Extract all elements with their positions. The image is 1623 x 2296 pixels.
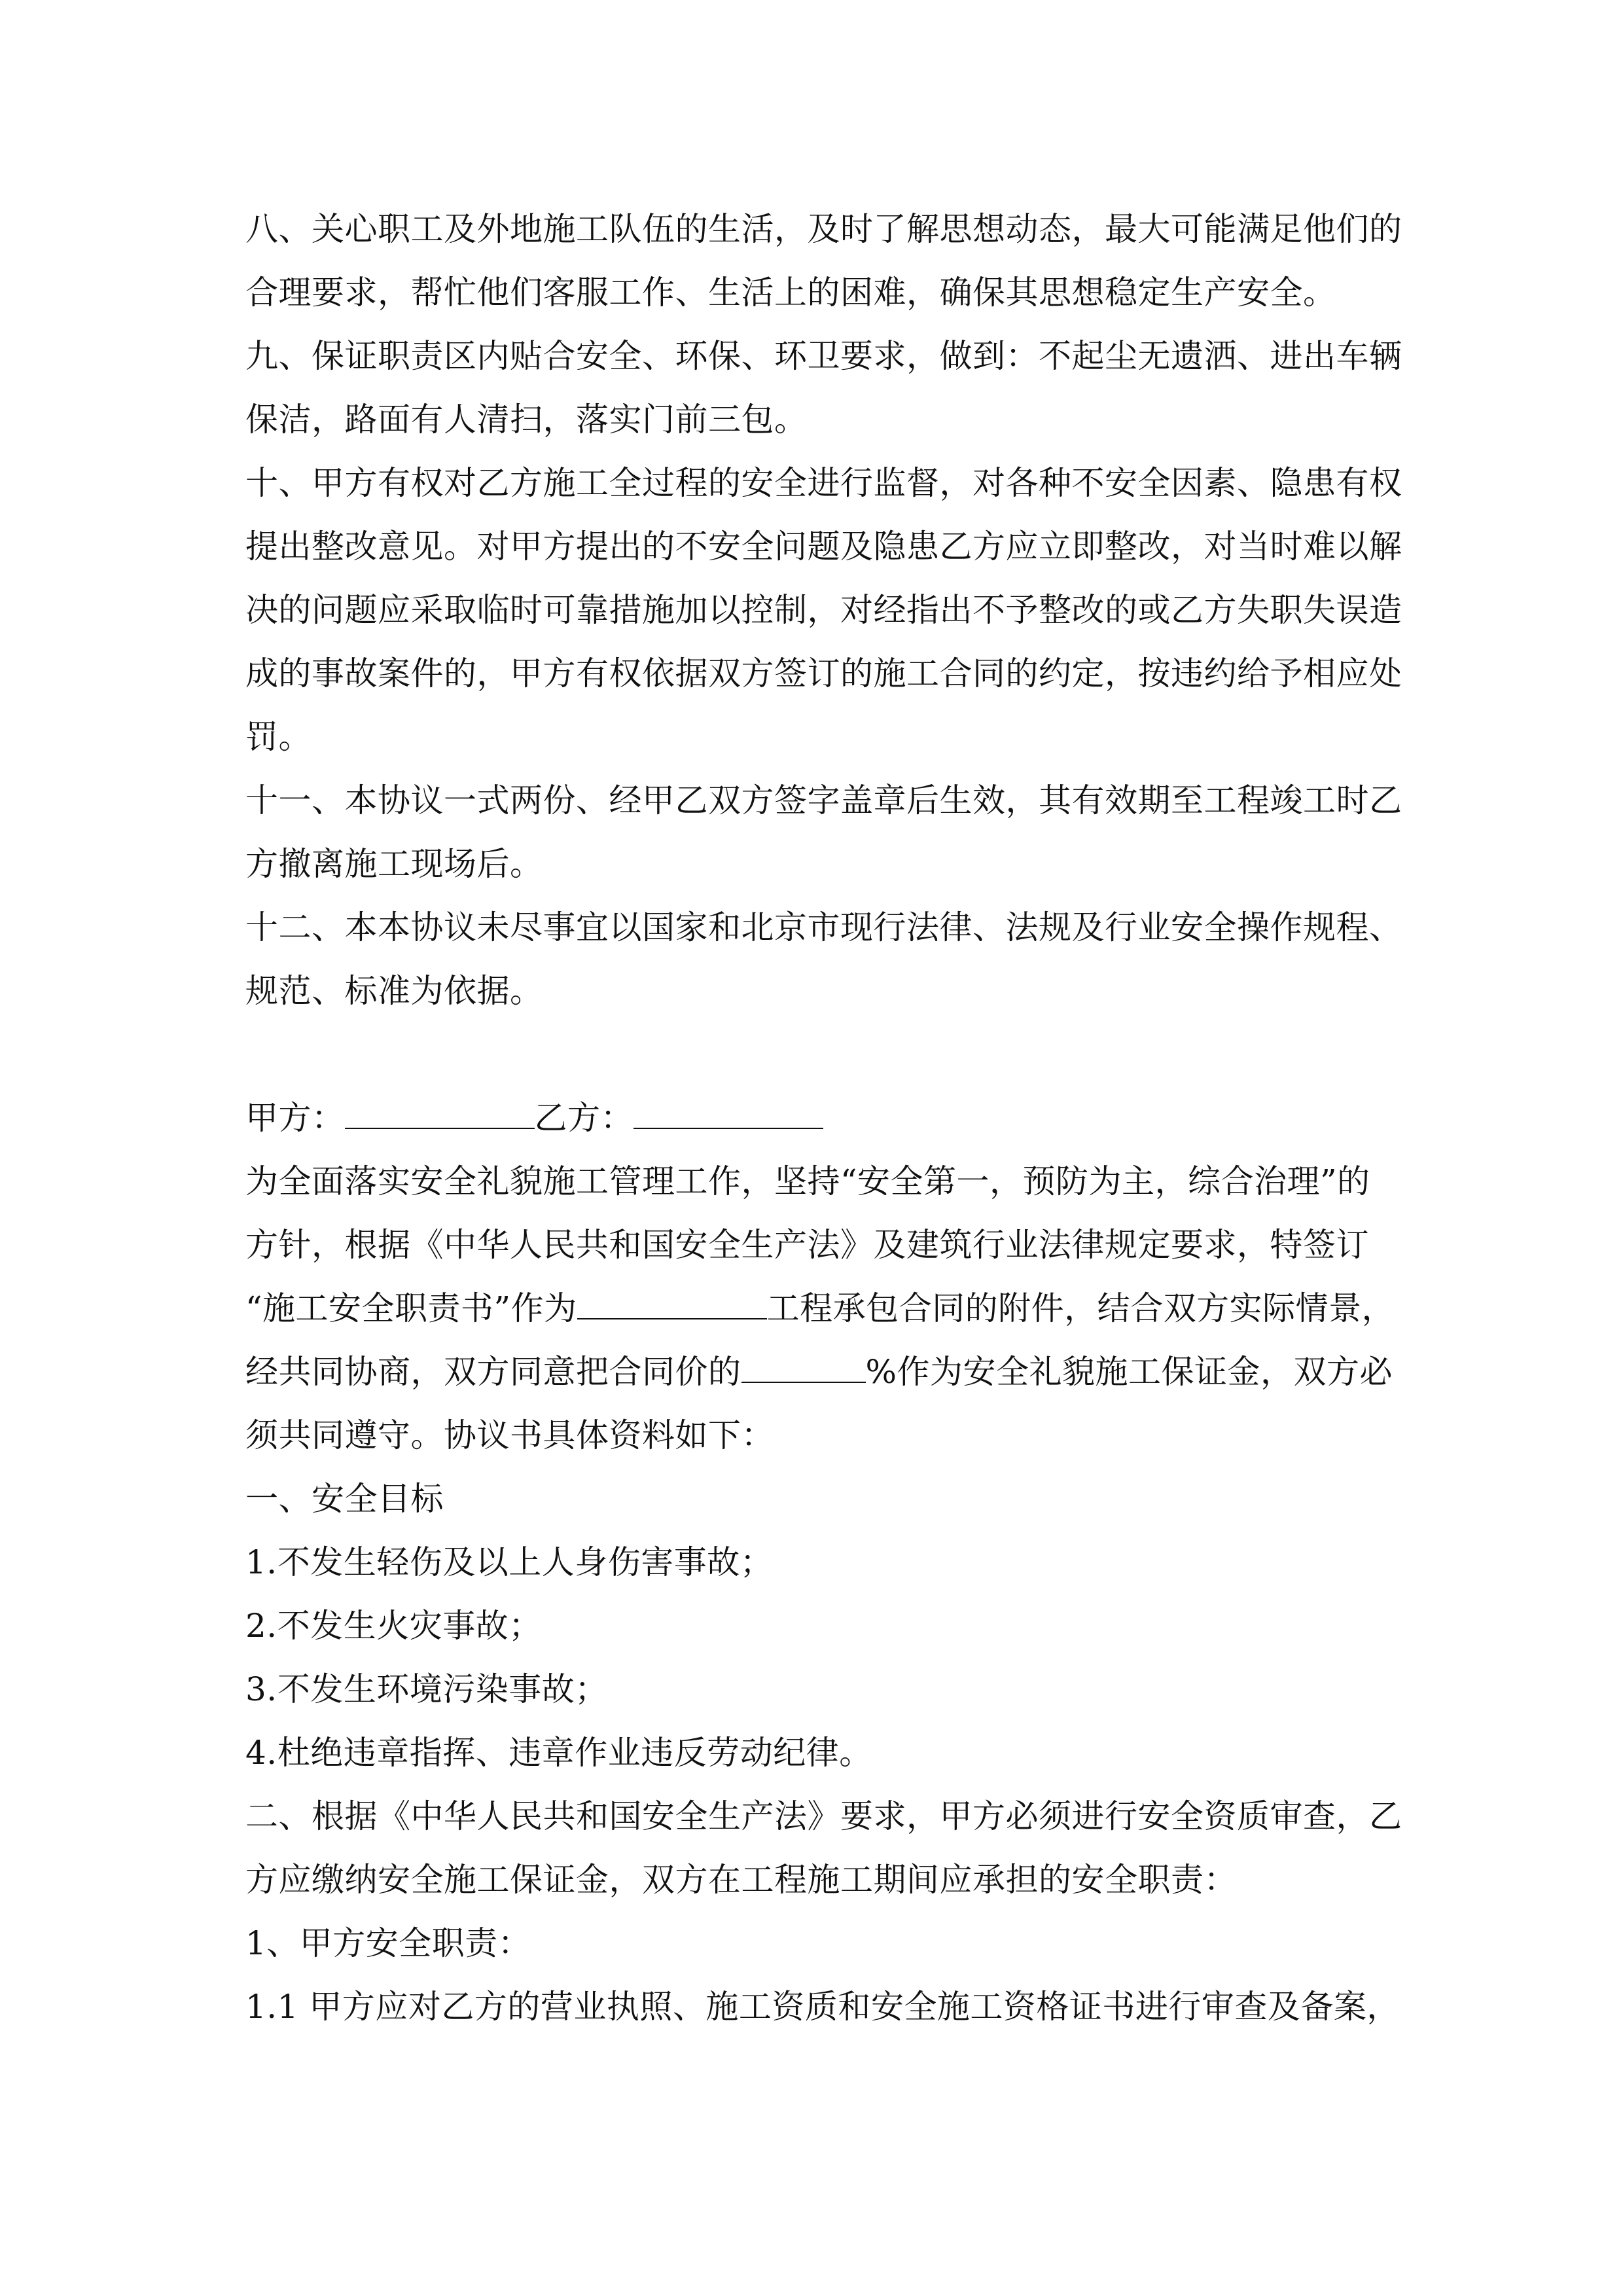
text-line: 为全面落实安全礼貌施工管理工作，坚持“安全第一，预防为主，综合治理”的: [245, 1162, 1370, 1200]
section-responsibilities: [245, 1785, 1402, 2039]
paragraph-item-11: [245, 769, 1402, 896]
intro-paragraph: [245, 1150, 1397, 1467]
text-line: 十一、本协议一式两份、经甲乙双方签字盖章后生效，其有效期至工程竣工时乙: [245, 781, 1402, 819]
section-heading: 一、安全目标: [245, 1480, 444, 1518]
intro-line3-before: “施工安全职责书”作为: [245, 1289, 577, 1327]
party-a-blank[interactable]: [345, 1102, 535, 1129]
sub-heading: 1、甲方安全职责：: [245, 1924, 531, 1962]
list-item: 4.杜绝违章指挥、违章作业违反劳动纪律。: [245, 1734, 872, 1772]
list-item: 3.不发生环境污染事故；: [245, 1670, 608, 1708]
list-item: 1.不发生轻伤及以上人身伤害事故；: [245, 1543, 774, 1581]
intro-line4-after: %作为安全礼貌施工保证金，双方必: [865, 1353, 1393, 1391]
percent-blank[interactable]: [741, 1355, 866, 1383]
text-line: 十、甲方有权对乙方施工全过程的安全进行监督，对各种不安全因素、隐患有权: [245, 464, 1402, 502]
list-item: 1.1 甲方应对乙方的营业执照、施工资质和安全施工资格证书进行审查及备案，: [245, 1988, 1400, 2026]
intro-line4-before: 经共同协商，双方同意把合同价的: [245, 1353, 741, 1391]
project-name-blank[interactable]: [577, 1292, 767, 1319]
text-line: 八、关心职工及外地施工队伍的生活，及时了解思想动态，最大可能满足他们的: [245, 210, 1402, 248]
paragraph-item-9: [245, 325, 1402, 452]
text-line: 保洁，路面有人清扫，落实门前三包。: [245, 401, 808, 439]
text-line-project: [245, 1277, 1397, 1340]
text-line: 罚。: [245, 718, 312, 756]
paragraph-item-12: [245, 896, 1402, 1023]
text-line: 九、保证职责区内贴合安全、环保、环卫要求，做到：不起尘无遗洒、进出车辆: [245, 337, 1402, 375]
text-line: 成的事故案件的，甲方有权依据双方签订的施工合同的约定，按违约给予相应处: [245, 655, 1402, 692]
party-a-label: 甲方：: [245, 1099, 345, 1137]
text-line: 提出整改意见。对甲方提出的不安全问题及隐患乙方应立即整改，对当时难以解: [245, 528, 1402, 565]
text-line: 二、根据《中华人民共和国安全生产法》要求，甲方必须进行安全资质审查，乙: [245, 1797, 1402, 1835]
party-b-label: 乙方：: [534, 1099, 633, 1137]
parties-line: [245, 1086, 1397, 1150]
parties-signature-line: [245, 1086, 1397, 1150]
text-line: 决的问题应采取临时可靠措施加以控制，对经指出不予整改的或乙方失职失误造: [245, 591, 1402, 629]
text-line: 方针，根据《中华人民共和国安全生产法》及建筑行业法律规定要求，特签订: [245, 1226, 1369, 1264]
text-line: 方撤离施工现场后。: [245, 845, 543, 883]
text-line: 十二、本本协议未尽事宜以国家和北京市现行法律、法规及行业安全操作规程、: [245, 908, 1402, 946]
intro-line3-after: 工程承包合同的附件，结合双方实际情景，: [766, 1289, 1395, 1327]
text-line: 合理要求，帮忙他们客服工作、生活上的困难，确保其思想稳定生产安全。: [245, 274, 1336, 312]
text-line-percent: [245, 1340, 1397, 1404]
paragraph-item-8: [245, 198, 1402, 325]
text-line: 须共同遵守。协议书具体资料如下：: [245, 1416, 774, 1454]
text-line: 方应缴纳安全施工保证金，双方在工程施工期间应承担的安全职责：: [245, 1861, 1237, 1899]
paragraph-item-10: [245, 452, 1402, 769]
text-line: 规范、标准为依据。: [245, 972, 543, 1010]
spacer: [245, 1023, 1397, 1086]
list-item: 2.不发生火灾事故；: [245, 1607, 542, 1645]
section-safety-goals: [245, 1467, 1397, 1785]
party-b-blank[interactable]: [633, 1102, 823, 1129]
document-body: [245, 198, 1402, 2039]
